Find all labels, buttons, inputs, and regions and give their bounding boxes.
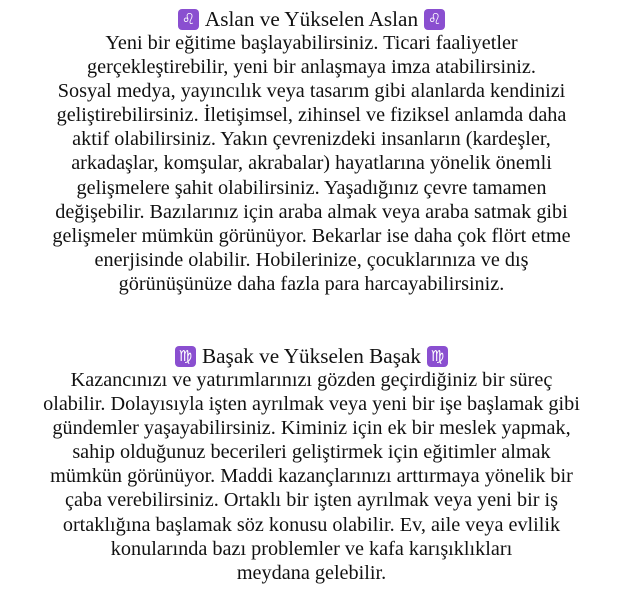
leo-zodiac-icon: ♌ bbox=[424, 9, 445, 30]
paragraph-line: değişebilir. Bazılarınız için araba almak veya araba satmak gibi bbox=[55, 200, 568, 223]
virgo-zodiac-icon: ♍ bbox=[175, 346, 196, 367]
paragraph-line: Yeni bir eğitime başlayabilirsiniz. Ticari faaliyetler bbox=[105, 32, 518, 54]
paragraph-line: meydana gelebilir. bbox=[236, 561, 387, 584]
paragraph-line: çaba verebilirsiniz. Ortaklı bir işten ayrılmak veya yeni bir iş bbox=[65, 489, 558, 512]
paragraph-line: konularında bazı problemler ve kafa karışıklıkları bbox=[110, 537, 513, 560]
paragraph-line: gelişmeler mümkün görünüyor. Bekarlar ise daha çok flört etme bbox=[52, 224, 571, 247]
paragraph-line: ortaklığına başlamak söz konusu olabilir. Ev, aile veya evlilik bbox=[62, 513, 561, 536]
paragraph-line: mümkün görünüyor. Maddi kazançlarınızı arttırmaya yönelik bir bbox=[50, 465, 573, 488]
paragraph-line: gerçekleştirebilir, yeni bir anlaşmaya imza atabilirsiniz. bbox=[87, 56, 536, 79]
paragraph-line: geliştirebilirsiniz. İletişimsel, zihinsel ve fiziksel anlamda daha bbox=[56, 104, 567, 127]
section-title: Aslan ve Yükselen Aslan bbox=[204, 7, 419, 31]
virgo-section bbox=[0, 344, 623, 585]
section-heading bbox=[0, 7, 623, 31]
paragraph-line: Kazancınızı ve yatırımlarınızı gözden geçirdiğiniz bir süreç bbox=[70, 369, 553, 391]
paragraph-line: enerjisinde olabilir. Hobilerinize, çocuklarınıza ve dış bbox=[94, 248, 529, 271]
paragraph-line: gündemler yaşayabilirsiniz. Kiminiz için ek bir meslek yapmak, bbox=[52, 417, 571, 440]
paragraph-line: aktif olabilirsiniz. Yakın çevrenizdeki insanların (kardeşler, bbox=[72, 128, 551, 151]
paragraph-line: sahip olduğunuz becerileri geliştirmek için eğitimler almak bbox=[72, 441, 551, 464]
paragraph-line: görünüşünüze daha fazla para harcayabilirsiniz. bbox=[118, 272, 505, 295]
section-title: Başak ve Yükselen Başak bbox=[201, 344, 421, 368]
paragraph-line: Sosyal medya, yayıncılık veya tasarım gibi alanlarda kendinizi bbox=[57, 80, 566, 103]
virgo-zodiac-icon: ♍ bbox=[427, 346, 448, 367]
leo-section bbox=[0, 7, 623, 296]
leo-zodiac-icon: ♌ bbox=[178, 9, 199, 30]
section-heading bbox=[0, 344, 623, 368]
paragraph-line: olabilir. Dolayısıyla işten ayrılmak veya yeni bir işe başlamak gibi bbox=[43, 393, 580, 416]
paragraph-line: gelişmelere şahit olabilirsiniz. Yaşadığınız çevre tamamen bbox=[76, 176, 547, 199]
paragraph-line: arkadaşlar, komşular, akrabalar) hayatlarına yönelik önemli bbox=[71, 152, 552, 175]
